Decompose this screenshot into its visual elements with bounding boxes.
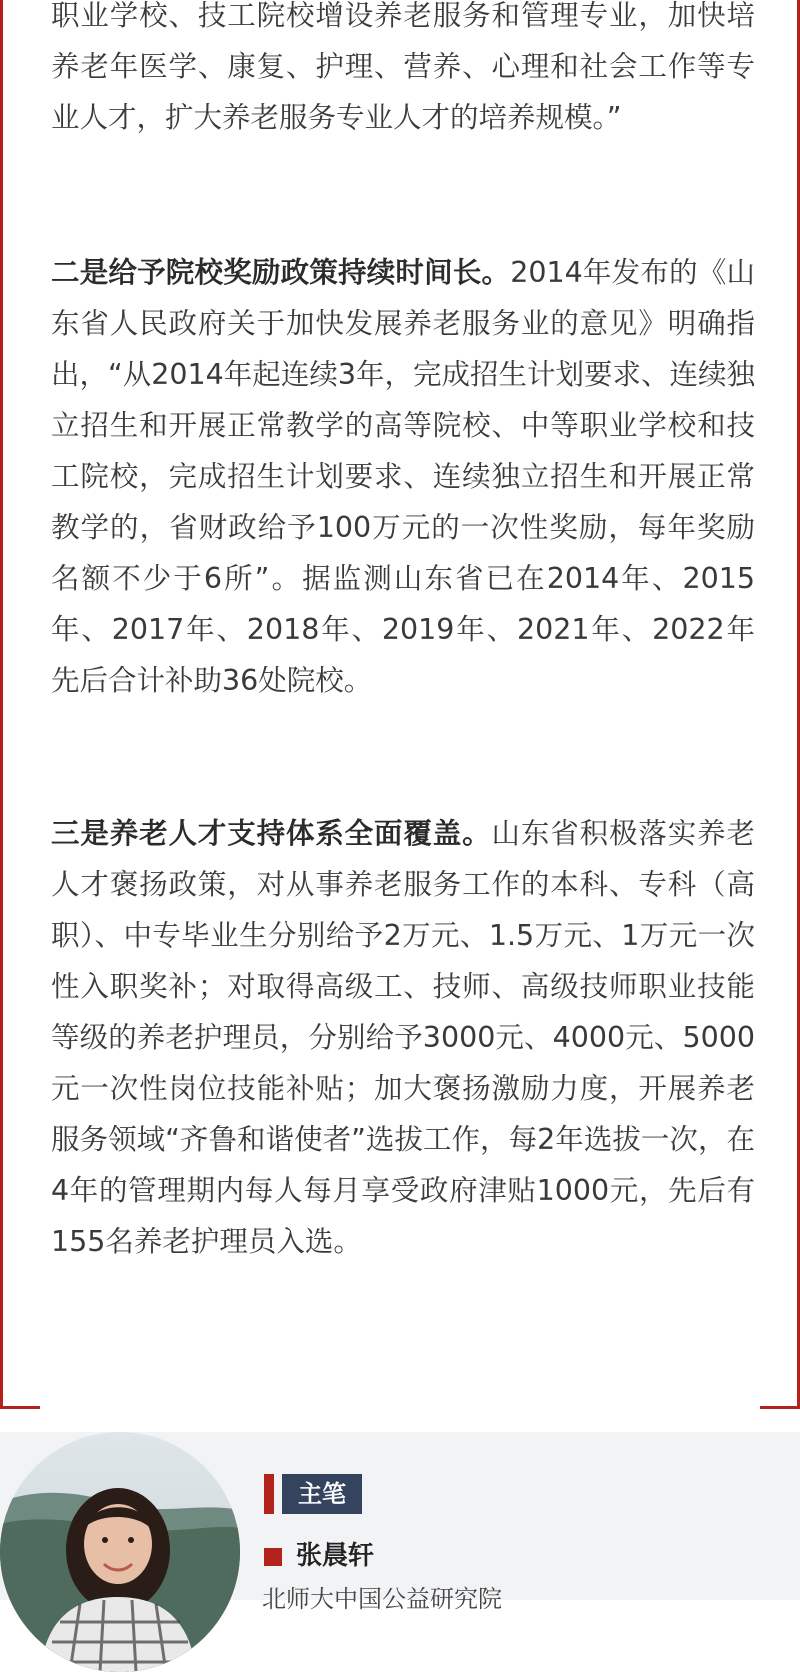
paragraph-lead: 三是养老人才支持体系全面覆盖。 — [51, 817, 492, 850]
paragraph-talent-support — [51, 808, 755, 1267]
paragraph-body: 山东省积极落实养老人才褒扬政策，对从事养老服务工作的本科、专科（高职）、中专毕业生分别给予2万元、1.5万元、1万元一次性入职奖补；对取得高级工、技师、高级技师职业技能等级的养老护理员，分别给予3000元、4000元、5000元一次性岗位技能补贴；加大褒扬激励力度，开展养老服务领域“齐鲁和谐使者”选拔工作，每2年选拔一次，在4年的管理期内每人每月享受政府津贴1000元，先后有155名养老护理员入选。 — [51, 817, 755, 1258]
frame-corner-right — [760, 1406, 800, 1409]
paragraph-body: 2014年发布的《山东省人民政府关于加快发展养老服务业的意见》明确指出，“从2014年起连续3年，完成招生计划要求、连续独立招生和开展正常教学的高等院校、中等职业学校和技工院校，完成招生计划要求、连续独立招生和开展正常教学的，省财政给予100万元的一次性奖励，每年奖励名额不少于6所”。据监测山东省已在2014年、2015年、2017年、2018年、2019年、2021年、2022年先后合计补助36处院校。 — [51, 256, 755, 697]
author-name-marker — [264, 1548, 282, 1566]
paragraph-body: 职业学校、技工院校增设养老服务和管理专业，加快培养老年医学、康复、护理、营养、心理和社会工作等专业人才，扩大养老服务专业人才的培养规模。” — [51, 0, 755, 134]
author-organization: 北师大中国公益研究院 — [262, 1585, 502, 1613]
frame-corner-left — [0, 1406, 40, 1409]
author-label-accent — [264, 1474, 274, 1514]
author-photo-icon — [0, 1432, 240, 1672]
author-avatar — [0, 1432, 240, 1672]
author-label: 主笔 — [282, 1474, 362, 1514]
paragraph-lead: 二是给予院校奖励政策持续时间长。 — [51, 256, 511, 289]
paragraph-school-rewards — [51, 247, 755, 706]
paragraph-training-scale — [51, 0, 755, 143]
author-name: 张晨轩 — [296, 1541, 375, 1571]
